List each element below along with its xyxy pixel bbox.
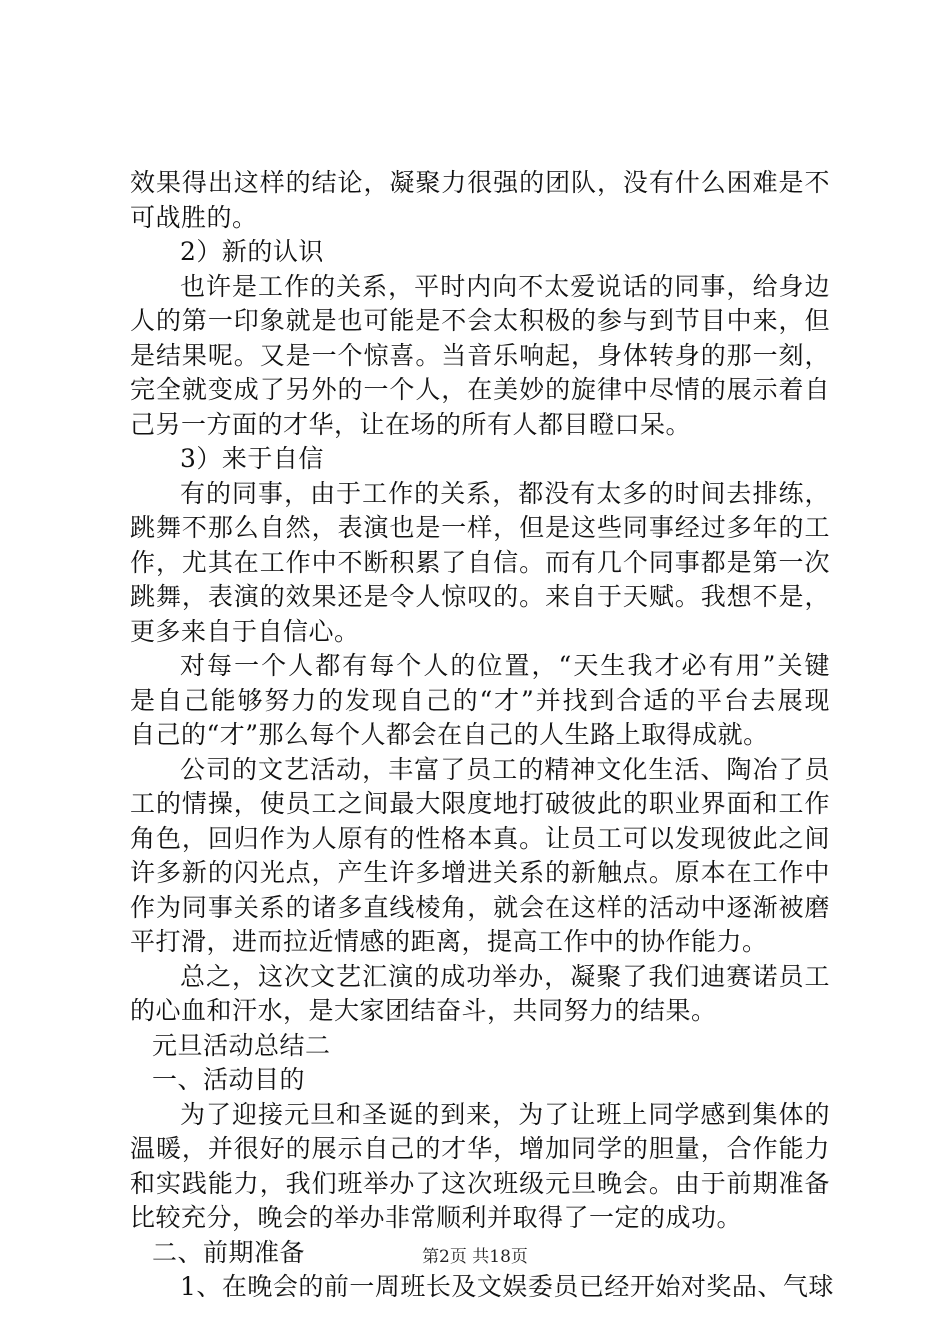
text-line: 效果得出这样的结论，凝聚力很强的团队，没有什么困难是不 — [130, 168, 830, 197]
text-line: 的心血和汗水，是大家团结奋斗，共同努力的结果。 — [130, 996, 717, 1025]
text-line: 许多新的闪光点，产生许多增进关系的新触点。原本在工作中 — [130, 858, 830, 887]
text-line: 更多来自于自信心。 — [130, 616, 360, 646]
text-line: 总之，这次文艺汇演的成功举办，凝聚了我们迪赛诺员工 — [180, 961, 830, 991]
text-line: 对每一个人都有每个人的位置，“天生我才必有用”关键 — [180, 651, 830, 680]
text-line: 跳舞不那么自然，表演也是一样，但是这些同事经过多年的工 — [130, 513, 830, 542]
page-footer: 第2页 共18页 — [422, 1247, 528, 1267]
text-line: 平打滑，进而拉近情感的距离，提高工作中的协作能力。 — [130, 927, 768, 956]
text-line: 二、前期准备 — [152, 1237, 306, 1267]
text-line: 有的同事，由于工作的关系，都没有太多的时间去排练， — [180, 478, 830, 508]
text-line: 为了迎接元旦和圣诞的到来，为了让班上同学感到集体的 — [180, 1099, 830, 1129]
text-line: 完全就变成了另外的一个人，在美妙的旋律中尽情的展示着自 — [130, 375, 830, 404]
text-line: 元旦活动总结二 — [152, 1030, 331, 1060]
text-line: 一、活动目的 — [152, 1065, 306, 1094]
text-line: 作为同事关系的诸多直线棱角，就会在这样的活动中逐渐被磨 — [130, 892, 830, 922]
text-line: 和实践能力，我们班举办了这次班级元旦晚会。由于前期准备 — [130, 1168, 830, 1198]
text-line: 角色，回归作为人原有的性格本真。让员工可以发现彼此之间 — [130, 823, 830, 853]
text-line: 公司的文艺活动，丰富了员工的精神文化生活、陶冶了员 — [180, 754, 830, 784]
text-line: 也许是工作的关系，平时内向不太爱说话的同事，给身边 — [180, 271, 830, 301]
text-line: 跳舞，表演的效果还是令人惊叹的。来自于天赋。我想不是， — [130, 582, 830, 611]
document-body — [130, 166, 834, 1305]
text-line: 2）新的认识 — [180, 237, 324, 266]
text-line: 是结果呢。又是一个惊喜。当音乐响起，身体转身的那一刻， — [130, 340, 830, 370]
text-line: 比较充分，晚会的举办非常顺利并取得了一定的成功。 — [130, 1203, 743, 1232]
text-line: 是自己能够努力的发现自己的“才”并找到合适的平台去展现 — [130, 685, 830, 715]
text-line: 3）来于自信 — [180, 444, 324, 473]
text-line: 工的情操，使员工之间最大限度地打破彼此的职业界面和工作 — [130, 789, 830, 818]
text-line: 温暖，并很好的展示自己的才华，增加同学的胆量，合作能力 — [130, 1134, 830, 1163]
text-line: 可战胜的。 — [130, 202, 258, 232]
text-line: 作，尤其在工作中不断积累了自信。而有几个同事都是第一次 — [130, 547, 830, 577]
text-line: 1、在晚会的前一周班长及文娱委员已经开始对奖品、气球 — [180, 1272, 834, 1301]
text-line: 人的第一印象就是也可能是不会太积极的参与到节目中来，但 — [130, 306, 830, 335]
text-line: 己另一方面的才华，让在场的所有人都目瞪口呆。 — [130, 409, 692, 439]
text-line: 自己的“才”那么每个人都会在自己的人生路上取得成就。 — [130, 720, 769, 749]
